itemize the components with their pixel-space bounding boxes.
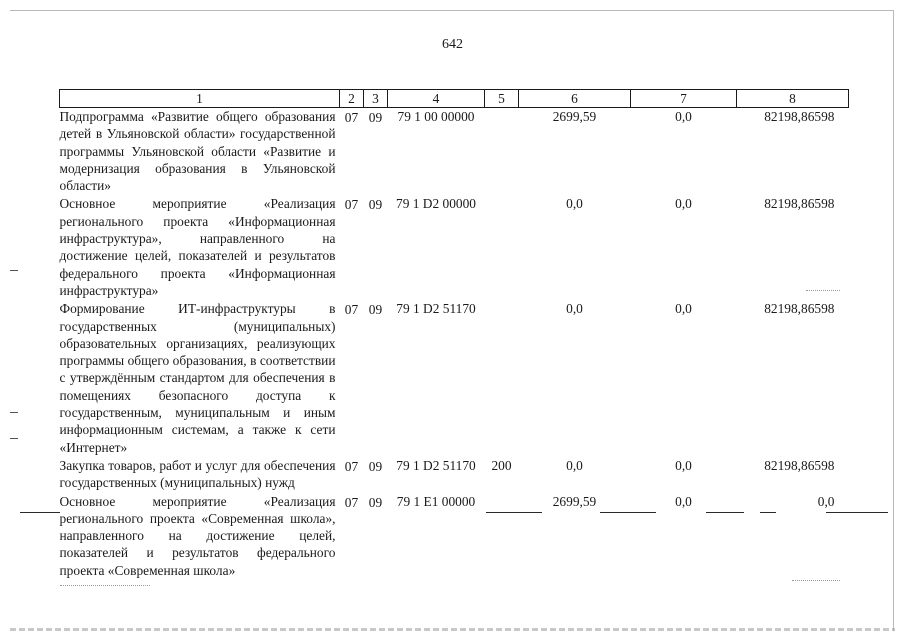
table-row	[60, 300, 849, 457]
row-value-8: 82198,86598	[764, 457, 835, 473]
row-target-code: 79 1 00 00000	[397, 109, 475, 124]
scan-artifact-dots	[792, 580, 840, 582]
page-number: 642	[442, 37, 463, 52]
scan-artifact-dots	[60, 585, 150, 587]
row-subsection: 09	[368, 494, 383, 510]
row-target-code: 79 1 D2 51170	[396, 301, 476, 317]
row-section: 07	[344, 197, 359, 213]
row-value-6: 0,0	[566, 457, 583, 473]
table-row	[60, 108, 849, 196]
row-value-6: 0,0	[566, 301, 583, 317]
row-value-7: 0,0	[675, 301, 692, 317]
row-value-8: 0,0	[817, 493, 835, 509]
row-value-7: 0,0	[675, 457, 692, 473]
column-header-5: 5	[485, 90, 519, 108]
table-row	[60, 493, 849, 580]
row-value-7: 0,0	[675, 493, 692, 509]
row-section: 07	[344, 458, 359, 474]
row-name: Основное мероприятие «Реализация регионального проекта «Информационная инфраструктура», направленного на достижение целей, показателей и результатов федерального проекта «Информационная инфраструктура»	[59, 196, 336, 298]
row-value-8: 82198,86598	[764, 109, 835, 124]
row-expense-type	[485, 108, 519, 196]
scan-artifact-line	[760, 512, 776, 513]
row-value-6: 0,0	[566, 196, 583, 212]
row-value-6: 2699,59	[552, 493, 597, 509]
row-name: Подпрограмма «Развитие общего образования детей в Ульяновской области» государственной программы Ульяновской области «Развитие и модернизация образования в Ульяновской области»	[59, 109, 336, 194]
column-header-6: 6	[519, 90, 631, 108]
row-expense-type	[485, 195, 519, 300]
table-header-row	[60, 90, 849, 108]
table-row	[60, 195, 849, 300]
row-target-code: 79 1 D2 00000	[396, 196, 476, 212]
row-expense-type: 200	[491, 457, 512, 473]
row-value-8: 82198,86598	[764, 196, 835, 212]
row-section: 07	[344, 494, 359, 510]
table-row	[60, 457, 849, 493]
row-expense-type	[485, 493, 519, 580]
row-target-code: 79 1 D2 51170	[396, 457, 476, 473]
row-expense-type	[485, 300, 519, 457]
column-header-2: 2	[340, 90, 364, 108]
row-value-8: 82198,86598	[764, 301, 835, 317]
row-subsection: 09	[368, 110, 383, 125]
column-header-4: 4	[388, 90, 485, 108]
row-subsection: 09	[368, 197, 383, 213]
row-value-7: 0,0	[675, 109, 692, 124]
row-name: Закупка товаров, работ и услуг для обеспечения государственных (муниципальных) нужд	[59, 457, 336, 491]
budget-table	[59, 89, 849, 580]
row-name: Основное мероприятие «Реализация регионального проекта «Современная школа», направленного на достижение целей, показателей и результатов федерального проекта «Современная школа»	[59, 493, 336, 578]
column-header-1: 1	[60, 90, 340, 108]
row-value-6: 2699,59	[552, 109, 597, 124]
scan-artifact-dots	[806, 290, 840, 292]
row-name: Формирование ИТ-инфраструктуры в государственных (муниципальных) образовательных организациях, реализующих программы общего образования, в соответствии с утверждённым стандартом для обеспечения в помещениях безопасного доступа к государственным, муниципальным и иным информационным системам, а также к сети «Интернет»	[59, 301, 336, 455]
scan-artifact-line	[20, 512, 60, 513]
column-header-8: 8	[737, 90, 849, 108]
row-section: 07	[344, 110, 359, 125]
scan-artifact-line	[486, 512, 542, 513]
row-subsection: 09	[368, 302, 383, 318]
scan-artifact-line	[826, 512, 888, 513]
scan-artifact-edge-tick	[10, 412, 18, 413]
scan-artifact-edge-tick	[10, 270, 18, 271]
row-value-7: 0,0	[675, 196, 692, 212]
scan-artifact-line	[706, 512, 744, 513]
column-header-3: 3	[364, 90, 388, 108]
column-header-7: 7	[631, 90, 737, 108]
row-target-code: 79 1 E1 00000	[396, 493, 476, 509]
scan-artifact-bottom-band	[10, 628, 895, 631]
row-subsection: 09	[368, 458, 383, 474]
row-section: 07	[344, 302, 359, 318]
scan-artifact-line	[600, 512, 656, 513]
scan-artifact-edge-tick	[10, 438, 18, 439]
